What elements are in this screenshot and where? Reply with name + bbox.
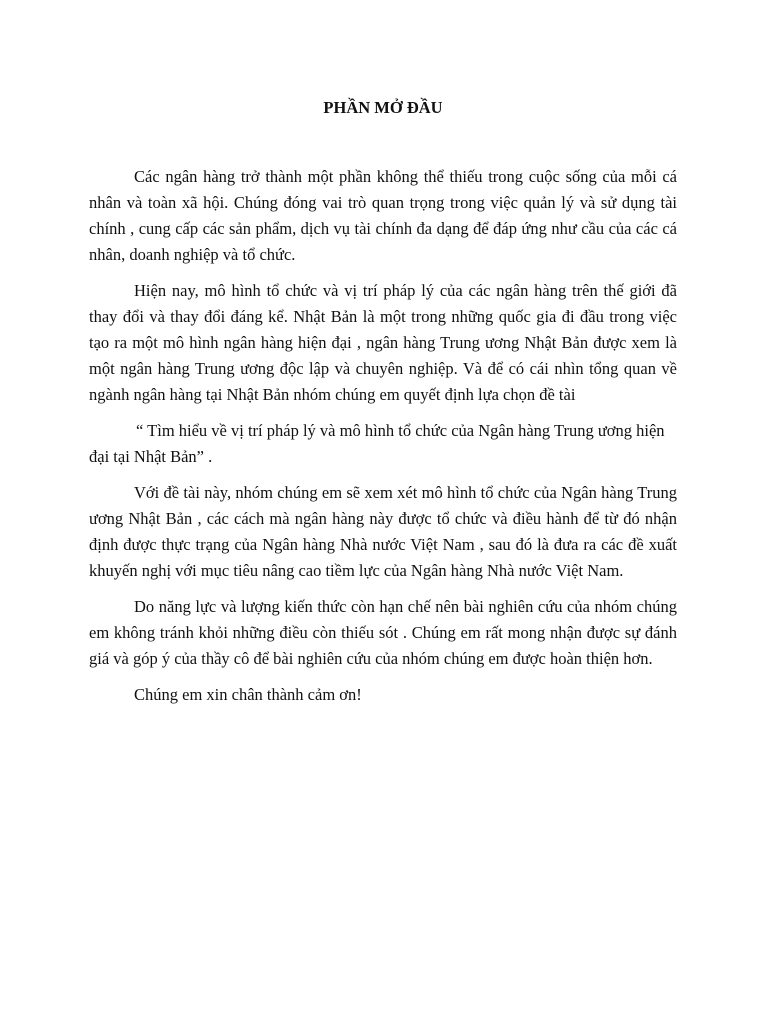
page-title: PHẦN MỞ ĐẦU [323,98,443,117]
document-page [89,96,677,718]
paragraph-intro: Các ngân hàng trở thành một phần không thể thiếu trong cuộc sống của mỗi cá nhân và toàn xã hội. Chúng đóng vai trò quan trọng trong việc quản lý và sử dụng tài chính , cung cấp các sản phẩm, dịch vụ tài chính đa dạng để đáp ứng như cầu của các cá nhân, doanh nghiệp và tổ chức. [89,167,677,264]
paragraph-scope: Với đề tài này, nhóm chúng em sẽ xem xét mô hình tổ chức của Ngân hàng Trung ương Nhật Bản , các cách mà ngân hàng này được tổ chức và điều hành để từ đó nhận định được thực trạng của Ngân hàng Nhà nước Việt Nam , sau đó là đưa ra các đề xuất khuyến nghị với mục tiêu nâng cao tiềm lực của Ngân hàng Nhà nước Việt Nam. [89,483,677,580]
paragraph-limitations: Do năng lực và lượng kiến thức còn hạn chế nên bài nghiên cứu của nhóm chúng em không tránh khỏi những điều còn thiếu sót . Chúng em rất mong nhận được sự đánh giá và góp ý của thầy cô để bài nghiên cứu của nhóm chúng em được hoàn thiện hơn. [89,597,677,668]
paragraph-context: Hiện nay, mô hình tổ chức và vị trí pháp lý của các ngân hàng trên thế giới đã thay đổi và thay đổi đáng kể. Nhật Bản là một trong những quốc gia đi đầu trong việc tạo ra một mô hình ngân hàng hiện đại , ngân hàng Trung ương Nhật Bản được xem là một ngân hàng Trung ương độc lập và chuyên nghiệp. Và để có cái nhìn tổng quan về ngành ngân hàng tại Nhật Bản nhóm chúng em quyết định lựa chọn đề tài [89,281,677,404]
paragraph-topic-quote: “ Tìm hiểu về vị trí pháp lý và mô hình tổ chức của Ngân hàng Trung ương hiện đại tại Nhật Bản” . [89,421,665,466]
paragraph-thanks: Chúng em xin chân thành cảm ơn! [134,685,362,704]
